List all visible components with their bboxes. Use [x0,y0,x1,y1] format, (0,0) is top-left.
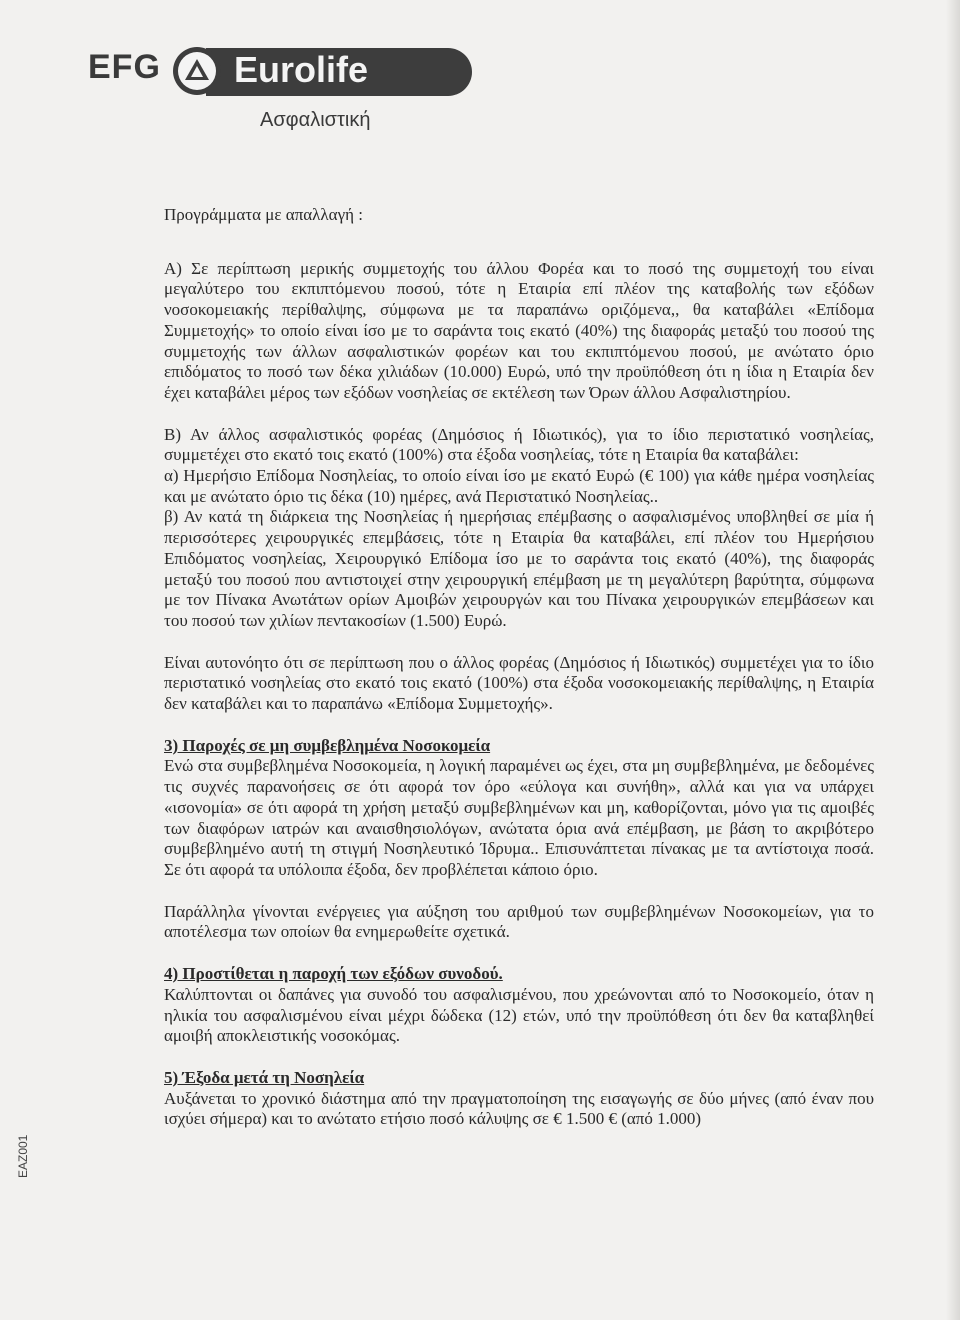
logo-brand: Eurolife [234,49,369,90]
heading-section-3: 3) Παροχές σε μη συμβεβλημένα Νοσοκομεία [164,735,491,755]
document-body [164,205,874,1130]
paragraph-section-c: Είναι αυτονόητο ότι σε περίπτωση που ο άλλος φορέας (Δημόσιος ή Ιδιωτικός) συμμετέχει για το ίδιο περιστατικό νοσηλείας στο εκατό τοις εκατό (100%) στα έξοδα νοσοκομειακής περίθαλψης, η Εταιρία δεν καταβάλει και το παραπάνω «Επίδομα Συμμετοχής». [164,652,874,714]
heading-section-5: 5) Έξοδα μετά τη Νοσηλεία [164,1067,365,1087]
eurolife-emblem-icon [172,46,222,96]
intro-line: Προγράμματα με απαλλαγή : [164,205,363,224]
paragraph-section-b-beta: β) Αν κατά τη διάρκεια της Νοσηλείας ή ημερήσιας επέμβασης ο ασφαλισμένος υποβληθεί σε μία ή περισσότερες χειρουργικές επεμβάσεις, τότε η Εταιρία θα καταβάλει, επί πλέον του Ημερήσιου Επιδόματος νοσηλείας, Χειρουργικό Επίδομα ίσο με το σαράντα τοις εκατό (40%), της διαφοράς μεταξύ του ποσού που αντιστοιχεί στην χειρουργική επέμβαση με τη μεγαλύτερη βαρύτητα, σύμφωνα με τον Πίνακα Ανωτάτων ορίων Αμοιβών χειρουργών και του Πίνακα χειρουργικών επεμβάσεων και του ποσού των χιλίων πεντακοσίων (1.500) Ευρώ. [164,507,874,630]
paragraph-section-b: Β) Αν άλλος ασφαλιστικός φορέας (Δημόσιος ή Ιδιωτικός), για το ίδιο περιστατικό νοσηλείας, συμμετέχει στο εκατό τοις εκατό (100%) στα έξοδα νοσηλείας, τότε η Εταιρία θα καταβάλει: [164,424,874,465]
paragraph-section-a: Α) Σε περίπτωση μερικής συμμετοχής του άλλου Φορέα και το ποσό της συμμετοχή του είναι μεγαλύτερο του εκπιπτόμενου ποσού, τότε η Εταιρία επί πλέον της καταβολής των εξόδων νοσοκομειακής περίθαλψης, σύμφωνα με τα παραπάνω οριζόμενα,, θα καταβάλει «Επίδομα Συμμετοχής» το οποίο είναι ίσο με το σαράντα τοις εκατό (40%) της διαφοράς μεταξύ του ποσού της συμμετοχής των άλλων ασφαλιστικών φορέων και του εκπιπτόμενου ποσού, με ανώτατο όριο επιδόματος το ποσό των δέκα χιλιάδων (10.000) Ευρώ, υπό την προϋπόθεση ότι η ίδια η Εταιρία δεν έχει καταβάλει μέρος των εξόδων νοσηλείας σε εκτέλεση των Όρων άλλου Ασφαλιστηρίου. [164,258,874,402]
paragraph-section-4: Καλύπτονται οι δαπάνες για συνοδό του ασφαλισμένου, που χρεώνονται από το Νοσοκομείο, όταν η ηλικία του ασφαλισμένου είναι μέχρι δώδεκα (12) ετών, υπό την προϋπόθεση ότι δεν θα καταβληθεί αμοιβή αποκλειστικής νοσοκόμας. [164,984,874,1046]
paragraph-section-b-alpha: α) Ημερήσιο Επίδομα Νοσηλείας, το οποίο είναι ίσο με εκατό Ευρώ (€ 100) για κάθε ημέρα νοσηλείας και με ανώτατο όριο τις δέκα (10) ημέρες, ανά Περιστατικό Νοσηλείας.. [164,466,874,506]
company-logo [88,40,388,130]
logo-prefix: EFG [88,48,161,86]
paragraph-section-3: Ενώ στα συμβεβλημένα Νοσοκομεία, η λογική παραμένει ως έχει, στα μη συμβεβλημένα, με δεδομένες τις συχνές παρανοήσεις σε ότι αφορά τον όρο «εύλογα και συνήθη», αλλά και για να υπάρχει «ισονομία» σε ότι αφορά τη χρήση μεταξύ συμβεβλημένων και μη, καθορίζονται, μόνο για τις αμοιβές των διαφόρων ιατρών και αναισθησιολόγων, ανώτατα όρια ανά επέμβαση, με βάση το ακριβότερο συμβεβλημένο αυτή τη στιγμή Νοσηλευτικό Ίδρυμα.. Επισυνάπτεται πίνακας με τα αντίστοιχα ποσά. Σε ότι αφορά τα υπόλοιπα έξοδα, δεν προβλέπεται κάποιο όριο. [164,756,874,879]
heading-section-4: 4) Προστίθεται η παροχή των εξόδων συνοδού. [164,964,503,984]
paragraph-section-5: Αυξάνεται το χρονικό διάστημα από την πραγματοποίηση της εισαγωγής σε δύο μήνες (από έναν που ισχύει σήμερα) και το ανώτατο ετήσιο ποσό κάλυψης σε € 1.500 € (από 1.000) [164,1088,874,1129]
page-edge [946,0,960,1320]
side-document-code: EAZ001 [16,1134,30,1178]
paragraph-section-3b: Παράλληλα γίνονται ενέργειες για αύξηση του αριθμού των συμβεβλημένων Νοσοκομείων, για το αποτέλεσμα των οποίων θα ενημερωθείτε σχετικά. [164,901,874,942]
logo-subtitle: Ασφαλιστική [260,109,371,131]
